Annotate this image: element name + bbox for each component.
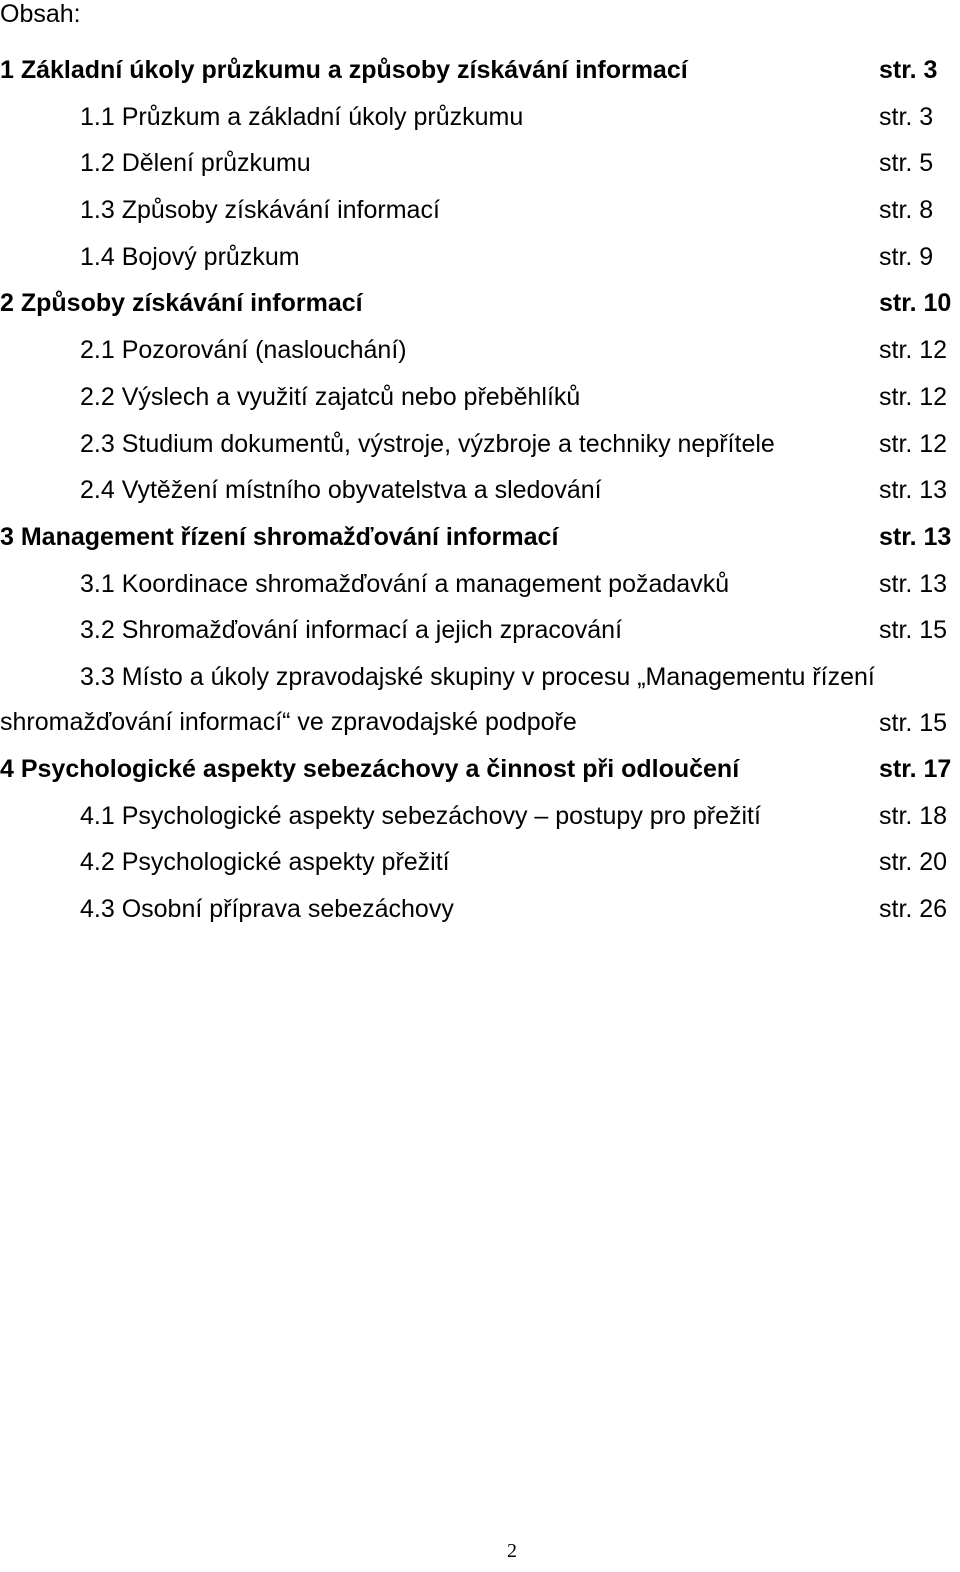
toc-entry-title: 1.1 Průzkum a základní úkoly průzkumu	[80, 102, 524, 131]
toc-entry-title: 1.2 Dělení průzkumu	[80, 149, 311, 178]
toc-entry[interactable]	[0, 239, 960, 286]
toc-entry-page: str. 3	[879, 102, 934, 131]
toc-entry[interactable]	[0, 426, 960, 473]
toc-entry[interactable]	[0, 844, 960, 891]
toc-entry[interactable]	[0, 99, 960, 146]
toc-entry-page: str. 5	[879, 149, 934, 178]
toc-entry-title: 2.3 Studium dokumentů, výstroje, výzbroje a techniky nepřítele	[80, 429, 775, 458]
page-number: 2	[507, 1540, 517, 1562]
toc-entry[interactable]	[0, 332, 960, 379]
toc-entry[interactable]	[0, 751, 960, 798]
toc-entry-title: 2.1 Pozorování (naslouchání)	[80, 336, 407, 365]
toc-entry-title: 3.1 Koordinace shromažďování a management požadavků	[80, 569, 730, 598]
toc-entry-page: str. 20	[879, 848, 948, 877]
toc-entry[interactable]	[0, 285, 960, 332]
toc-entry-page: str. 8	[879, 196, 934, 225]
toc-entry[interactable]	[0, 52, 960, 99]
toc-entry-title: 2.4 Vytěžení místního obyvatelstva a sledování	[80, 476, 602, 505]
toc-entry-title: 1.4 Bojový průzkum	[80, 242, 300, 271]
toc-entry[interactable]	[0, 472, 960, 519]
toc-entry-page: str. 9	[879, 242, 934, 271]
toc-heading: Obsah:	[0, 0, 81, 28]
toc-entry[interactable]	[0, 798, 960, 845]
toc-entry-title-line1: 3.3 Místo a úkoly zpravodajské skupiny v procesu „Managementu řízení	[80, 662, 875, 691]
toc-entry-page: str. 12	[879, 336, 948, 365]
toc-entry-page: str. 12	[879, 429, 948, 458]
toc-entry[interactable]	[0, 379, 960, 426]
toc-entry[interactable]	[0, 145, 960, 192]
toc-entry[interactable]	[0, 659, 960, 751]
toc-entry[interactable]	[0, 192, 960, 239]
toc-entry-title: 4.2 Psychologické aspekty přežití	[80, 848, 450, 877]
toc-entry-page: str. 18	[879, 801, 948, 830]
toc-entry-title: 2 Způsoby získávání informací	[0, 289, 363, 318]
toc-entry-page: str. 17	[879, 754, 952, 783]
toc-entry-title: 1.3 Způsoby získávání informací	[80, 196, 440, 225]
toc-entry-title-line2: shromažďování informací“ ve zpravodajské podpoře	[0, 707, 577, 736]
toc-entry[interactable]	[0, 612, 960, 659]
toc-entry[interactable]	[0, 891, 960, 938]
toc-entry-page: str. 13	[879, 476, 948, 505]
toc-entry-title: 3.2 Shromažďování informací a jejich zpracování	[80, 616, 623, 645]
toc-entry-page: str. 10	[879, 289, 952, 318]
toc-entry-page: str. 15	[879, 616, 948, 645]
toc-entry-page: str. 13	[879, 522, 952, 551]
table-of-contents	[0, 52, 960, 938]
toc-entry-title: 3 Management řízení shromažďování informací	[0, 522, 559, 551]
toc-entry-page: str. 15	[879, 708, 948, 737]
toc-entry[interactable]	[0, 566, 960, 613]
toc-entry-title: 1 Základní úkoly průzkumu a způsoby získávání informací	[0, 56, 688, 84]
toc-entry-title: 2.2 Výslech a využití zajatců nebo přeběhlíků	[80, 382, 581, 411]
toc-entry-title: 4 Psychologické aspekty sebezáchovy a činnost při odloučení	[0, 754, 740, 783]
toc-entry-page: str. 3	[879, 56, 938, 84]
toc-entry-title: 4.3 Osobní příprava sebezáchovy	[80, 895, 454, 923]
toc-entry-page: str. 26	[879, 895, 948, 923]
toc-entry-title	[0, 659, 960, 740]
toc-entry-title: 4.1 Psychologické aspekty sebezáchovy – postupy pro přežití	[80, 801, 761, 830]
toc-entry-page: str. 13	[879, 569, 948, 598]
toc-entry[interactable]	[0, 519, 960, 566]
toc-entry-page: str. 12	[879, 382, 948, 411]
